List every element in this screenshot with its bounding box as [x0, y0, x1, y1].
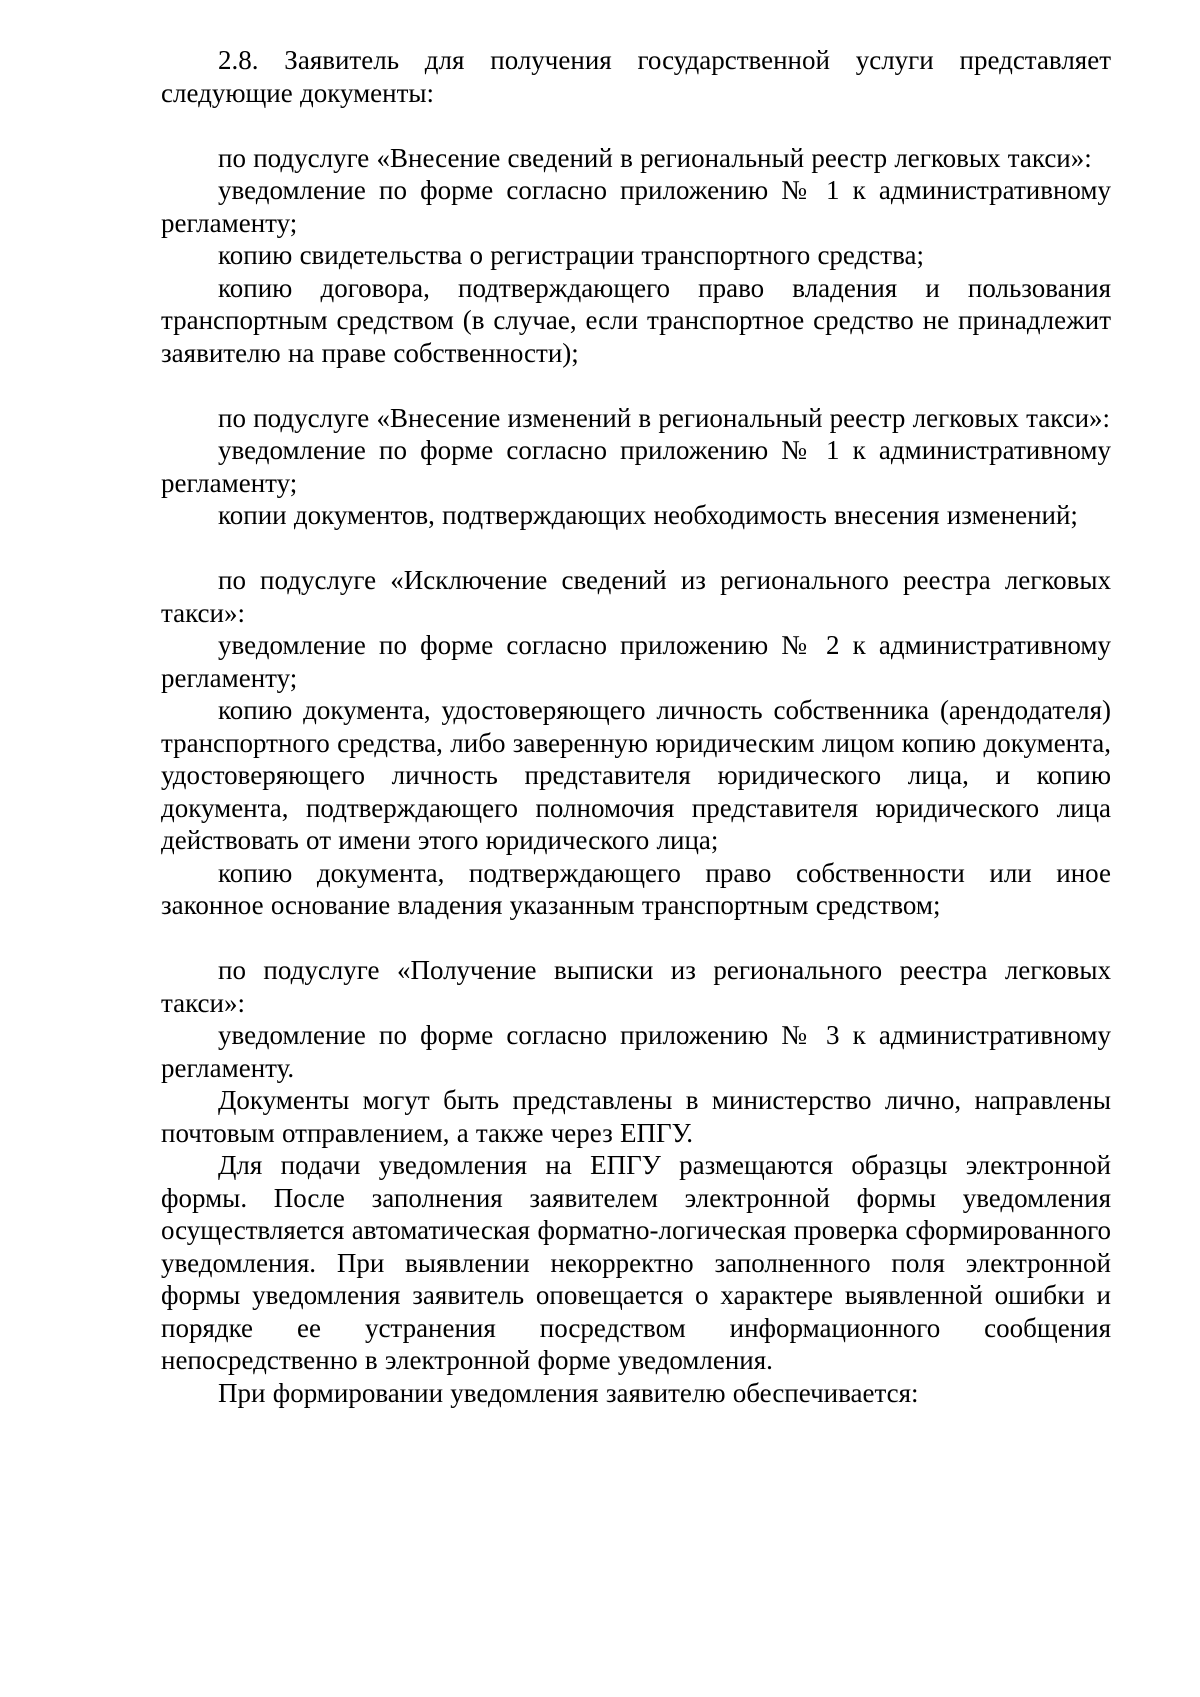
paragraph-ownership-right-copy: копию документа, подтверждающего право собственности или иное законное основание владения указанным транспортным средством;	[161, 857, 1111, 920]
paragraph-notification-form-1-changes: уведомление по форме согласно приложению № 1 к административному регламенту;	[161, 435, 1111, 498]
paragraph-epgu-electronic-form: Для подачи уведомления на ЕПГУ размещаются образцы электронной формы. После заполнения заявителем электронной формы уведомления осуществляется автоматическая форматно-логическая проверка сформированного уведомления. При выявлении некорректно заполненного поля электронной формы уведомления заявитель оповещается о характере выявленной ошибки и порядке ее устранения посредством информационного сообщения непосредственно в электронной форме уведомления.	[161, 1150, 1111, 1375]
paragraph-ownership-contract-copy: копию договора, подтверждающего право владения и пользования транспортным средством (в случае, если транспортное средство не принадлежит заявителю на праве собственности);	[161, 272, 1111, 368]
paragraph-subservice-exclusion-heading: по подуслуге «Исключение сведений из регионального реестра легковых такси»:	[161, 565, 1111, 628]
paragraph-subservice-extract-heading: по подуслуге «Получение выписки из регионального реестра легковых такси»:	[161, 955, 1111, 1018]
paragraph-identity-document-copy: копию документа, удостоверяющего личность собственника (арендодателя) транспортного средства, либо заверенную юридическим лицом копию документа, удостоверяющего личность представителя юридического лица, и копию документа, подтверждающего полномочия представителя юридического лица действовать от имени этого юридического лица;	[161, 695, 1111, 855]
paragraph-changes-documents-copies: копии документов, подтверждающих необходимость внесения изменений;	[218, 500, 1078, 530]
paragraph-registration-certificate-copy: копию свидетельства о регистрации транспортного средства;	[218, 240, 924, 270]
paragraph-2-8-intro: 2.8. Заявитель для получения государственной услуги представляет следующие документы:	[161, 45, 1111, 108]
paragraph-subservice-changes-heading: по подуслуге «Внесение изменений в региональный реестр легковых такси»:	[218, 402, 1111, 433]
paragraph-notification-form-3: уведомление по форме согласно приложению № 3 к административному регламенту.	[161, 1020, 1111, 1083]
paragraph-submission-methods: Документы могут быть представлены в министерство лично, направлены почтовым отправлением, а также через ЕПГУ.	[161, 1085, 1111, 1148]
paragraph-subservice-entry-heading: по подуслуге «Внесение сведений в региональный реестр легковых такси»:	[218, 142, 1092, 173]
paragraph-notification-form-2: уведомление по форме согласно приложению № 2 к административному регламенту;	[161, 630, 1111, 693]
paragraph-notification-forming: При формировании уведомления заявителю обеспечивается:	[218, 1377, 919, 1408]
paragraph-notification-form-1: уведомление по форме согласно приложению № 1 к административному регламенту;	[161, 175, 1111, 238]
document-page	[161, 0, 1111, 1697]
